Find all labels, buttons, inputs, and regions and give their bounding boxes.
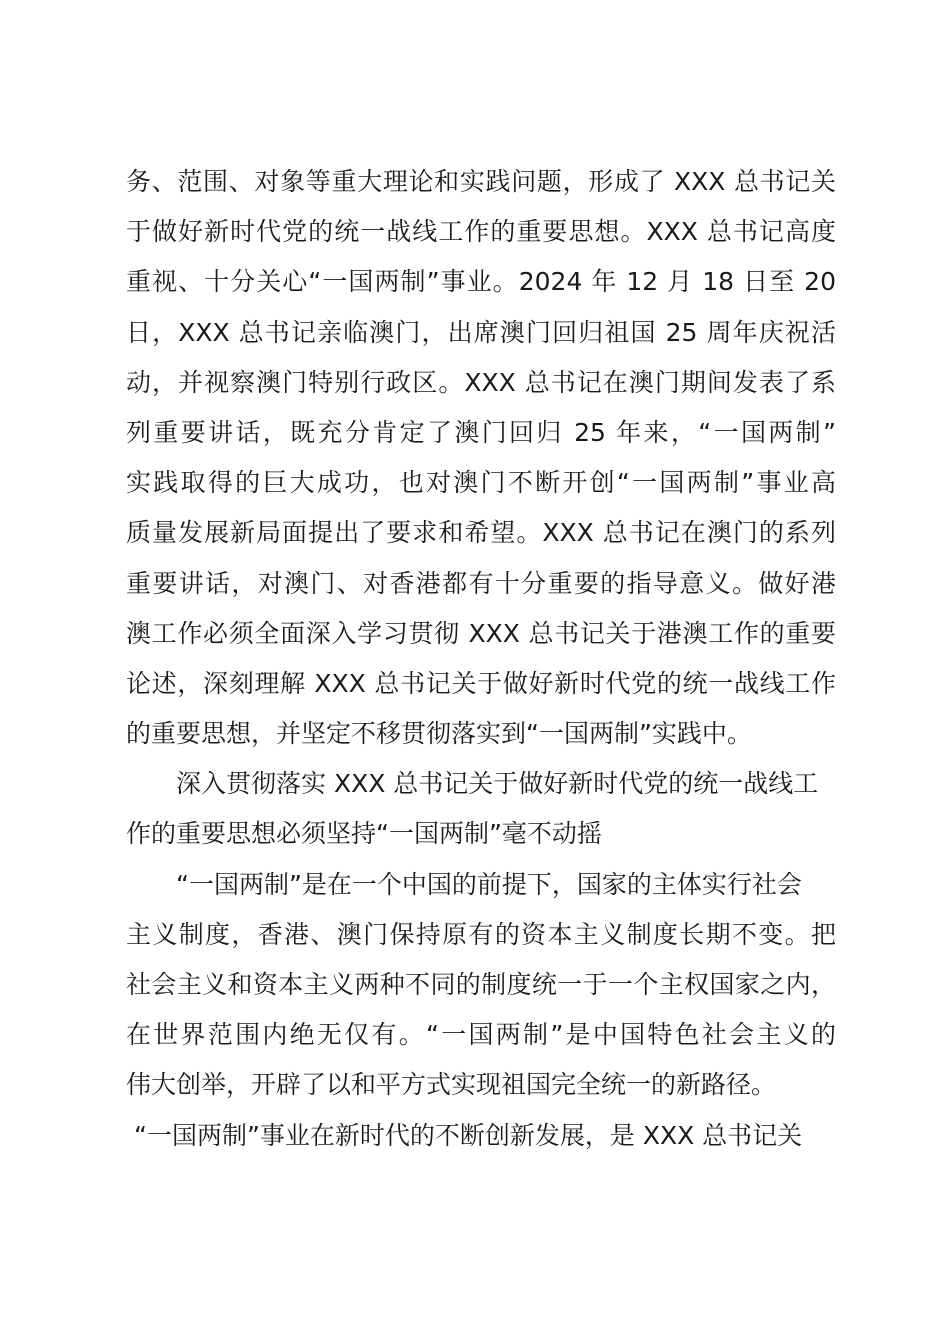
text-line: 务、范围、对象等重大理论和实践问题，形成了 XXX 总书记关: [126, 167, 836, 196]
text-line: 社会主义和资本主义两种不同的制度统一于一个主权国家之内，: [126, 970, 836, 999]
text-line: 伟大创举，开辟了以和平方式实现祖国完全统一的新路径。: [126, 1070, 777, 1100]
text-line: 论述，深刻理解 XXX 总书记关于做好新时代党的统一战线工作: [126, 668, 836, 698]
text-line: 的重要思想，并坚定不移贯彻落实到“一国两制”实践中。: [126, 719, 752, 749]
text-line: 重要讲话，对澳门、对香港都有十分重要的指导意义。做好港: [126, 568, 836, 598]
text-line: “一国两制”是在一个中国的前提下，国家的主体实行社会: [176, 869, 802, 899]
text-line: 深入贯彻落实 XXX 总书记关于做好新时代党的统一战线工: [176, 769, 819, 799]
text-line: 实践取得的巨大成功，也对澳门不断开创“一国两制”事业高: [126, 468, 836, 498]
text-line: 主义制度，香港、澳门保持原有的资本主义制度长期不变。把: [126, 919, 836, 949]
text-line: “一国两制”事业在新时代的不断创新发展，是 XXX 总书记关: [134, 1120, 803, 1150]
text-line: 作的重要思想必须坚持“一国两制”毫不动摇: [126, 819, 602, 849]
text-line: 日，XXX 总书记亲临澳门，出席澳门回归祖国 25 周年庆祝活: [126, 317, 836, 347]
paragraph-3: [126, 860, 836, 1161]
paragraph-2: [126, 759, 836, 859]
paragraph-1: [126, 157, 836, 759]
text-line: 列重要讲话，既充分肯定了澳门回归 25 年来，“一国两制”: [126, 417, 836, 447]
document-body: [126, 157, 836, 1161]
text-line: 重视、十分关心“一国两制”事业。2024 年 12 月 18 日至 20: [126, 267, 836, 297]
text-line: 于做好新时代党的统一战线工作的重要思想。XXX 总书记高度: [126, 217, 836, 247]
text-line: 澳工作必须全面深入学习贯彻 XXX 总书记关于港澳工作的重要: [126, 618, 836, 648]
text-line: 动，并视察澳门特别行政区。XXX 总书记在澳门期间发表了系: [126, 367, 836, 397]
text-line: 质量发展新局面提出了要求和希望。XXX 总书记在澳门的系列: [126, 518, 836, 548]
text-line: 在世界范围内绝无仅有。“一国两制”是中国特色社会主义的: [126, 1020, 836, 1050]
